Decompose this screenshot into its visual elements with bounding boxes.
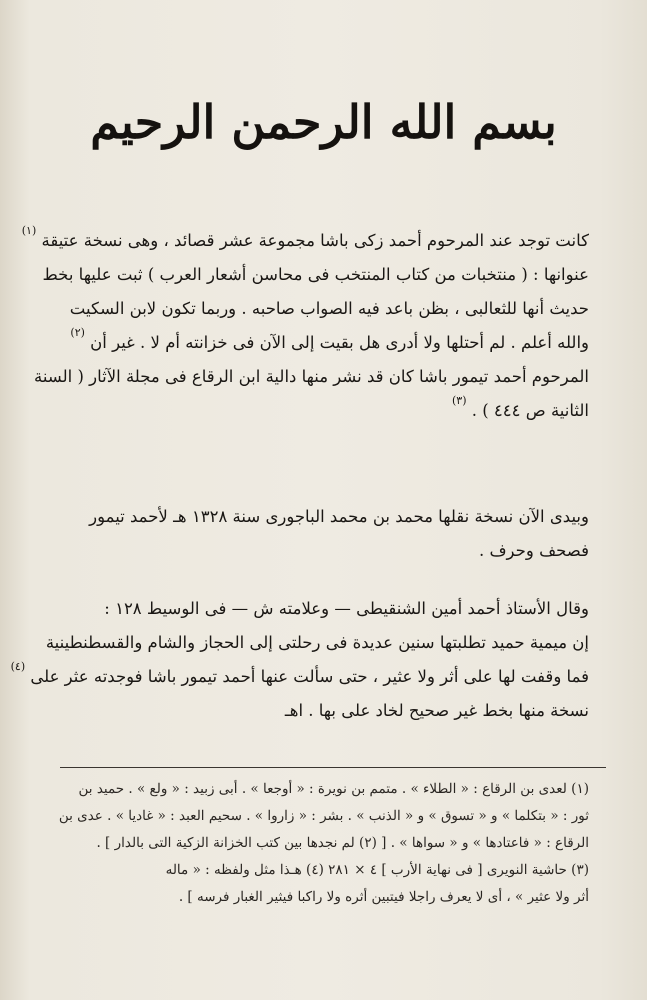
text-line: الثانية ص ٤٤٤ ) . $^{(٣)}$	[451, 394, 589, 420]
text-line: عنوانها : ( منتخبات من كتاب المنتخب فى محاسن أشعار العرب ) ثبت عليها بخط	[42, 265, 589, 284]
footnote-divider	[60, 767, 606, 768]
text-line: حديث أنها للثعالبى ، بظن باعد فيه الصواب صاحبه . وربما تكون لابن السكيت	[69, 299, 589, 318]
text-line: المرحوم أحمد تيمور باشا كان قد نشر منها دالية ابن الرقاع فى مجلة الآثار ( السنة	[34, 367, 589, 386]
text-line: نسخة منها بخط غير صحيح لخاد على بها . اهـ	[284, 701, 589, 720]
quote-paragraph	[10, 592, 589, 728]
text-line: وقال الأستاذ أحمد أمين الشنقيطى — وعلامته ش — فى الوسيط ١٢٨ :	[104, 599, 589, 618]
text-line: كانت توجد عند المرحوم أحمد زكى باشا مجموعة عشر قصائد ، وهى نسخة عتيقة $^{(١)}$	[21, 224, 589, 250]
footnote-ref[interactable]: (٣)	[451, 394, 467, 407]
footnote-line: (٣) حاشية النويرى [ فى نهاية الأرب ] ٤ × ٢٨١ (٤) هـذا مثل ولفظه : « ماله	[165, 862, 589, 878]
text-line: إن ميمية حميد تطلبتها سنين عديدة فى رحلتى إلى الحجاز والشام والقسطنطينية	[45, 633, 589, 652]
footnote-line: الرقاع : « فاعتادها » و « سواها » . [ (٢) لم نجدها بين كتب الخزانة الزكية التى بالدار ] .	[96, 835, 589, 851]
footnote-line: ثور : « بتكلما » و « تسوق » و « الذنب » . بشر : « زاروا » . سحيم العبد : « غاديا » . عدى بن	[58, 808, 589, 824]
footnote-line: (١) لعدى بن الرقاع : « الطلاء » . متمم بن نويرة : « أوجعا » . أبى زبيد : « ولع » . حميد بن	[78, 781, 589, 797]
text-line: والله أعلم . لم أحتلها ولا أدرى هل بقيت إلى الآن فى خزانته أم لا . غير أن $^{(٢)}$	[70, 326, 589, 352]
intro-paragraph	[21, 224, 589, 428]
footnote-ref[interactable]: (٤)	[10, 660, 26, 673]
basmala-heading: بسم الله الرحمن الرحيم	[90, 95, 557, 149]
text-line: فما وقفت لها على أثر ولا عثير ، حتى سألت عنها أحمد تيمور باشا فوجدته عثر على $^{(٤)}$	[10, 660, 589, 686]
footnotes-block	[41, 776, 589, 911]
copy-note-paragraph	[45, 500, 589, 568]
footnote-ref[interactable]: (١)	[21, 224, 37, 237]
text-line: فصحف وحرف .	[478, 541, 589, 560]
footnote-ref[interactable]: (٢)	[70, 326, 85, 339]
footnote-line: أثر ولا عثير » ، أى لا يعرف راجلا فيتبين أثره ولا راكبا فيثير الغبار فرسه ] .	[178, 889, 589, 905]
text-line: وبيدى الآن نسخة نقلها محمد بن محمد الباجورى سنة ١٣٢٨ هـ لأحمد تيمور	[89, 507, 589, 526]
